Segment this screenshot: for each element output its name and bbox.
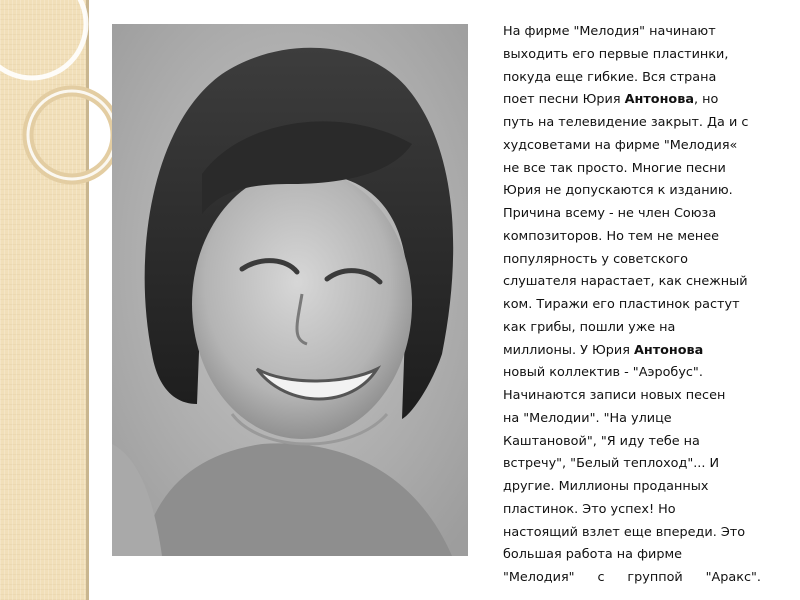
article-text-segment: миллионы. У Юрия [503,342,634,358]
article-word: "Мелодия" [503,570,575,585]
article-line: слушателя нарастает, как снежный [503,274,748,290]
portrait-photo [112,24,468,556]
article-line: другие. Миллионы проданных [503,479,709,494]
article-word: с [597,570,605,585]
portrait-illustration [112,24,468,556]
article-line [503,567,761,590]
article-line: новый коллектив - "Аэробус". [503,365,703,381]
article-line: Юрия не допускаются к изданию. [503,183,733,199]
decorative-circles [0,0,120,220]
article-line: выходить его первые пластинки, [503,46,729,62]
article-line: Начинаются записи новых песен [503,388,726,403]
article-line [503,340,761,363]
highlighted-surname: Антонова [624,92,694,108]
article-line: На фирме "Мелодия" начинают [503,24,716,39]
article-line: настоящий взлет еще впереди. Это [503,524,746,540]
article-line: популярность у советского [503,251,688,267]
article-line: покуда еще гибкие. Вся страна [503,69,717,85]
article-line [503,89,761,112]
article-word: "Аракс". [705,570,761,585]
article-text-segment: поет песни Юрия [503,92,625,108]
article-line: большая работа на фирме [503,547,682,563]
article-word: группой [627,570,683,585]
highlighted-surname: Антонова [633,342,704,358]
article-line: Каштановой", "Я иду тебе на [503,433,700,449]
article-line: пластинок. Это успех! Но [503,501,676,517]
article-text [503,21,761,590]
article-line: композиторов. Но тем не менее [503,228,719,244]
article-text-segment: , но [693,92,719,108]
article-line: как грибы, пошли уже на [503,319,676,335]
decorative-circle-ring-highlight [28,91,116,179]
article-line: худсоветами на фирме "Мелодия« [503,137,738,153]
decorative-circle-large [0,0,86,78]
article-line: не все так просто. Многие песни [503,160,726,176]
article-line: путь на телевидение закрыт. Да и с [503,115,749,130]
article-line: ком. Тиражи его пластинок растут [503,297,740,312]
article-line: Причина всему - не член Союза [503,206,717,221]
article-line: на "Мелодии". "На улице [503,410,672,426]
article-line: встречу", "Белый теплоход"... И [503,456,720,472]
